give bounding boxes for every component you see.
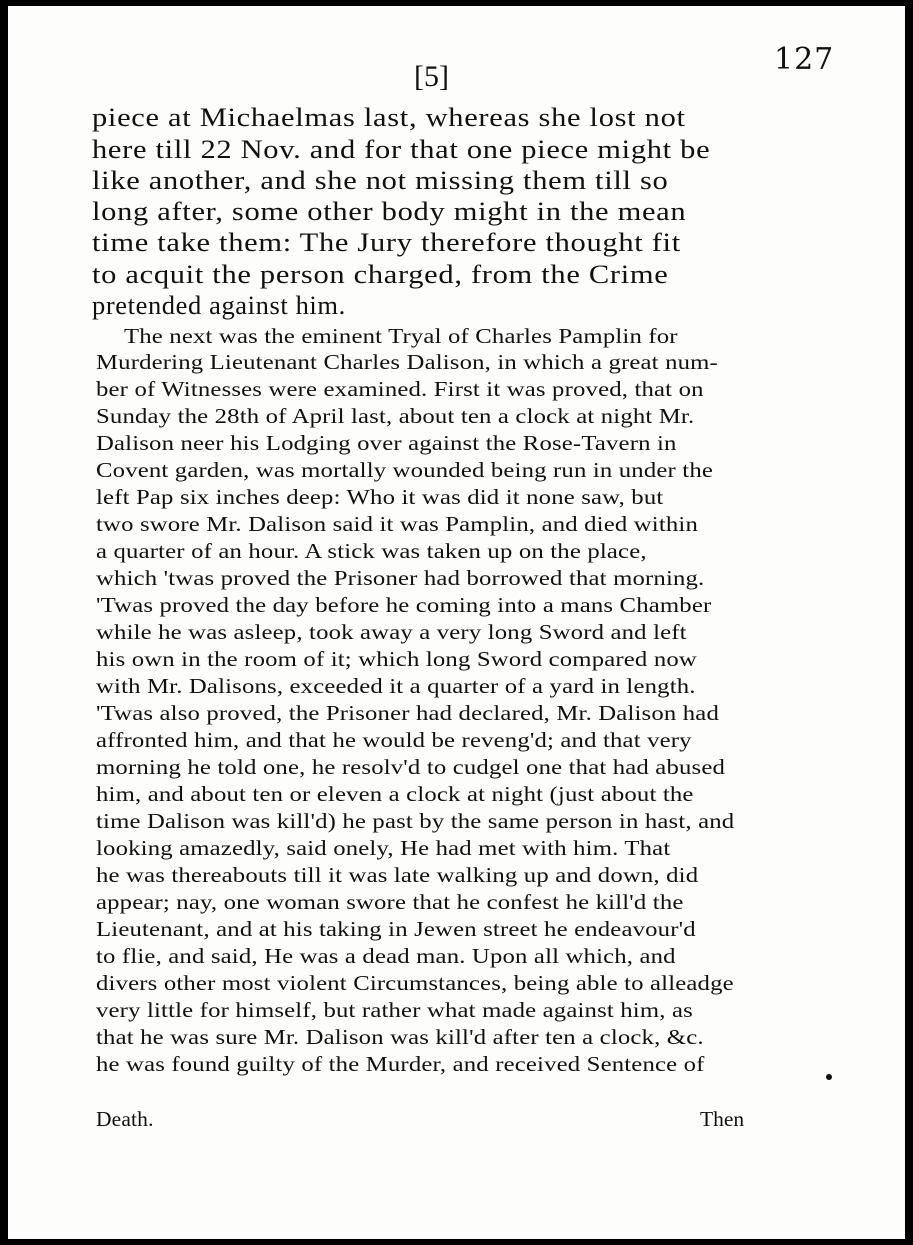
text-line: time take them: The Jury therefore thought fit	[92, 227, 681, 257]
text-line: with Mr. Dalisons, exceeded it a quarter of a yard in length.	[96, 674, 696, 698]
text-line: morning he told one, he resolv'd to cudgel one that had abused	[96, 755, 726, 779]
document-page	[8, 6, 905, 1239]
text-line: like another, and she not missing them till so	[92, 165, 669, 195]
text-line: The next was the eminent Tryal of Charles Pamplin for	[124, 324, 678, 348]
text-line: piece at Michaelmas last, whereas she lost not	[92, 102, 686, 132]
text-line: pretended against him.	[92, 290, 346, 320]
text-line: while he was asleep, took away a very long Sword and left	[96, 620, 687, 644]
text-line: Covent garden, was mortally wounded being run in under the	[96, 458, 714, 482]
text-line: him, and about ten or eleven a clock at night (just about the	[96, 782, 694, 806]
text-line: he was thereabouts till it was late walking up and down, did	[96, 863, 699, 887]
signature-mark: [5]	[414, 60, 449, 93]
text-line: Lieutenant, and at his taking in Jewen street he endeavour'd	[96, 917, 696, 941]
text-line: to flie, and said, He was a dead man. Upon all which, and	[96, 944, 676, 968]
text-line: time Dalison was kill'd) he past by the same person in hast, and	[96, 809, 735, 833]
text-line: a quarter of an hour. A stick was taken up on the place,	[96, 539, 647, 563]
text-line: divers other most violent Circumstances, being able to alleadge	[96, 971, 734, 995]
text-line: long after, some other body might in the mean	[92, 196, 687, 226]
text-line: his own in the room of it; which long Sword compared now	[96, 647, 697, 671]
text-line: 'Twas proved the day before he coming into a mans Chamber	[96, 593, 712, 617]
text-line: Dalison neer his Lodging over against the Rose-Tavern in	[96, 431, 677, 455]
text-line: Death.	[96, 1107, 154, 1131]
text-line: two swore Mr. Dalison said it was Pamplin, and died within	[96, 512, 698, 536]
text-line: which 'twas proved the Prisoner had borrowed that morning.	[96, 566, 705, 590]
text-line: affronted him, and that he would be reveng'd; and that very	[96, 728, 692, 752]
text-line: here till 22 Nov. and for that one piece might be	[92, 134, 711, 164]
text-line: he was found guilty of the Murder, and received Sentence of	[96, 1052, 705, 1076]
text-line: 'Twas also proved, the Prisoner had declared, Mr. Dalison had	[96, 701, 719, 725]
ink-speck	[826, 1074, 832, 1080]
text-line: Murdering Lieutenant Charles Dalison, in which a great num-	[96, 350, 718, 374]
text-line: looking amazedly, said onely, He had met with him. That	[96, 836, 671, 860]
text-line: appear; nay, one woman swore that he confest he kill'd the	[96, 890, 684, 914]
text-line: ber of Witnesses were examined. First it was proved, that on	[96, 377, 704, 401]
text-line: very little for himself, but rather what made against him, as	[96, 998, 693, 1022]
catchword: Then	[700, 1107, 745, 1131]
text-line: that he was sure Mr. Dalison was kill'd after ten a clock, &c.	[96, 1025, 704, 1049]
text-line: Sunday the 28th of April last, about ten a clock at night Mr.	[96, 404, 695, 428]
text-line: to acquit the person charged, from the Crime	[92, 259, 669, 289]
page-number: 127	[774, 42, 835, 77]
text-line: left Pap six inches deep: Who it was did it none saw, but	[96, 485, 664, 509]
